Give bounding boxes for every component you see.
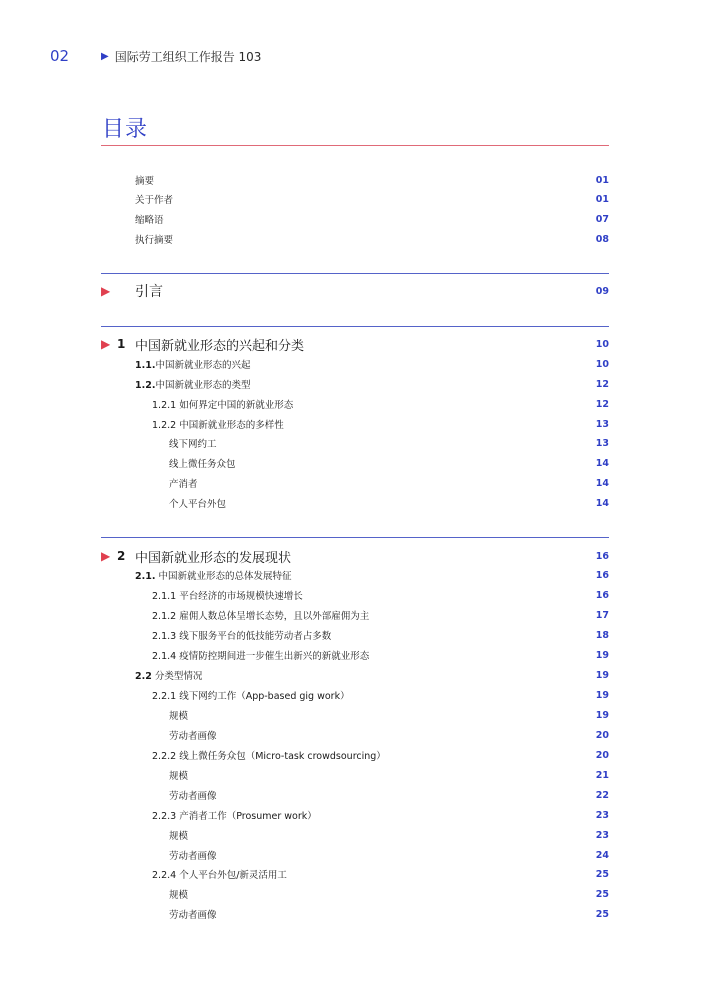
triangle-icon: ▶	[101, 284, 111, 298]
entry-label: 个人平台外包	[169, 499, 227, 510]
section-divider	[101, 273, 609, 274]
entry-number: 1.2.	[135, 380, 156, 391]
entry-page: 25	[595, 888, 609, 900]
entry-label: 规模	[169, 831, 189, 842]
entry-page: 10	[595, 338, 609, 350]
entry-page: 19	[595, 649, 609, 661]
toc-entry[interactable]	[101, 230, 609, 248]
entry-label: 劳动者画像	[169, 731, 217, 742]
entry-label: 2.1.2 雇佣人数总体呈增长态势，且以外部雇佣为主	[152, 611, 370, 622]
chapter-label	[101, 547, 596, 566]
toc-entry[interactable]	[101, 766, 609, 784]
page-number: 02	[50, 47, 70, 65]
entry-label: 执行摘要	[135, 235, 174, 246]
entry-page: 16	[595, 569, 609, 581]
toc-entry[interactable]	[101, 434, 609, 452]
section-divider	[101, 537, 609, 538]
toc-entry[interactable]	[101, 355, 609, 373]
chapter-label	[101, 335, 596, 354]
toc-entry[interactable]	[101, 806, 609, 824]
entry-label: 关于作者	[135, 195, 174, 206]
toc-entry[interactable]	[101, 190, 609, 208]
toc-entry[interactable]	[101, 666, 609, 684]
entry-label: 2.2.3 产消者工作（Prosumer work）	[152, 811, 317, 822]
chapter-title: 中国新就业形态的兴起和分类	[135, 338, 305, 354]
toc-entry[interactable]	[101, 415, 609, 433]
toc-entry[interactable]	[101, 706, 609, 724]
entry-page: 07	[595, 213, 609, 225]
entry-page: 08	[595, 233, 609, 245]
toc-chapter-2[interactable]	[101, 547, 609, 565]
toc-entry[interactable]	[101, 606, 609, 624]
entry-page: 17	[595, 609, 609, 621]
entry-number: 1.1.	[135, 360, 156, 371]
toc-entry[interactable]	[101, 566, 609, 584]
entry-label	[101, 568, 596, 582]
entry-label: 劳动者画像	[169, 791, 217, 802]
toc-entry[interactable]	[101, 865, 609, 883]
toc-entry[interactable]	[101, 626, 609, 644]
entry-page: 09	[595, 285, 609, 297]
toc-entry[interactable]	[101, 646, 609, 664]
entry-label	[101, 357, 596, 371]
toc-entry[interactable]	[101, 395, 609, 413]
entry-page: 10	[595, 358, 609, 370]
triangle-icon: ▶	[101, 51, 109, 62]
entry-page: 16	[595, 550, 609, 562]
entry-page: 01	[595, 193, 609, 205]
entry-page: 20	[595, 729, 609, 741]
toc-chapter-1[interactable]	[101, 335, 609, 353]
entry-page: 21	[595, 769, 609, 781]
entry-label	[101, 377, 596, 391]
entry-label: 2.1.3 线下服务平台的低技能劳动者占多数	[152, 631, 332, 642]
entry-page: 12	[595, 378, 609, 390]
entry-label: 线上微任务众包	[169, 459, 236, 470]
entry-label: 2.2.4 个人平台外包/新灵活用工	[152, 870, 287, 881]
entry-label: 线下网约工	[169, 439, 217, 450]
triangle-icon: ▶	[101, 549, 111, 563]
toc-entry[interactable]	[101, 586, 609, 604]
entry-label: 缩略语	[135, 215, 164, 226]
running-title: 国际劳工组织工作报告 103	[114, 50, 262, 64]
entry-page: 19	[595, 709, 609, 721]
entry-text: 中国新就业形态的总体发展特征	[155, 571, 292, 582]
entry-text: 中国新就业形态的类型	[155, 380, 251, 391]
entry-label: 劳动者画像	[169, 851, 217, 862]
toc-entry[interactable]	[101, 746, 609, 764]
toc-entry[interactable]	[101, 171, 609, 189]
entry-label: 2.2.2 线上微任务众包（Micro-task crowdsourcing）	[152, 751, 386, 762]
entry-page: 18	[595, 629, 609, 641]
section-divider	[101, 326, 609, 327]
entry-page: 13	[595, 418, 609, 430]
entry-label: 1.2.1 如何界定中国的新就业形态	[152, 400, 294, 411]
entry-page: 14	[595, 477, 609, 489]
entry-page: 12	[595, 398, 609, 410]
entry-number: 2.1.	[135, 571, 156, 582]
entry-page: 01	[595, 174, 609, 186]
toc-entry[interactable]	[101, 494, 609, 512]
entry-label: 2.1.4 疫情防控期间进一步催生出新兴的新就业形态	[152, 651, 370, 662]
entry-page: 24	[595, 849, 609, 861]
toc-entry[interactable]	[101, 454, 609, 472]
entry-page: 25	[595, 868, 609, 880]
entry-page: 14	[595, 457, 609, 469]
entry-page: 22	[595, 789, 609, 801]
toc-entry[interactable]	[101, 210, 609, 228]
entry-text: 分类型情况	[151, 671, 203, 682]
chapter-title: 中国新就业形态的发展现状	[135, 550, 292, 566]
entry-page: 19	[595, 689, 609, 701]
entry-page: 16	[595, 589, 609, 601]
toc-entry[interactable]	[101, 846, 609, 864]
intro-title: 引言	[135, 284, 163, 300]
entry-label: 规模	[169, 890, 189, 901]
toc-entry[interactable]	[101, 686, 609, 704]
toc-title: 目录	[102, 117, 149, 142]
entry-page: 20	[595, 749, 609, 761]
entry-page: 14	[595, 497, 609, 509]
entry-label: 2.1.1 平台经济的市场规模快速增长	[152, 591, 303, 602]
title-divider	[101, 145, 609, 146]
running-header	[101, 48, 261, 65]
entry-label: 劳动者画像	[169, 910, 217, 921]
toc-entry[interactable]	[101, 905, 609, 923]
entry-page: 23	[595, 829, 609, 841]
toc-chapter-intro[interactable]	[101, 282, 609, 300]
entry-page: 23	[595, 809, 609, 821]
entry-label: 2.2.1 线下网约工作（App-based gig work）	[152, 691, 350, 702]
entry-label: 规模	[169, 771, 189, 782]
entry-label: 规模	[169, 711, 189, 722]
entry-number: 2.2	[135, 671, 152, 682]
chapter-number: 1	[117, 337, 126, 351]
entry-page: 25	[595, 908, 609, 920]
toc-entry[interactable]	[101, 826, 609, 844]
entry-page: 13	[595, 437, 609, 449]
entry-label: 产消者	[169, 479, 198, 490]
toc-entry[interactable]	[101, 474, 609, 492]
entry-page: 19	[595, 669, 609, 681]
entry-label: 摘要	[135, 176, 155, 187]
entry-label: 1.2.2 中国新就业形态的多样性	[152, 420, 284, 431]
toc-entry[interactable]	[101, 885, 609, 903]
toc-entry[interactable]	[101, 726, 609, 744]
entry-label	[101, 668, 596, 682]
chapter-number: 2	[117, 549, 126, 563]
chapter-label	[101, 281, 596, 301]
toc-entry[interactable]	[101, 786, 609, 804]
entry-text: 中国新就业形态的兴起	[155, 360, 251, 371]
toc-entry[interactable]	[101, 375, 609, 393]
triangle-icon: ▶	[101, 337, 111, 351]
